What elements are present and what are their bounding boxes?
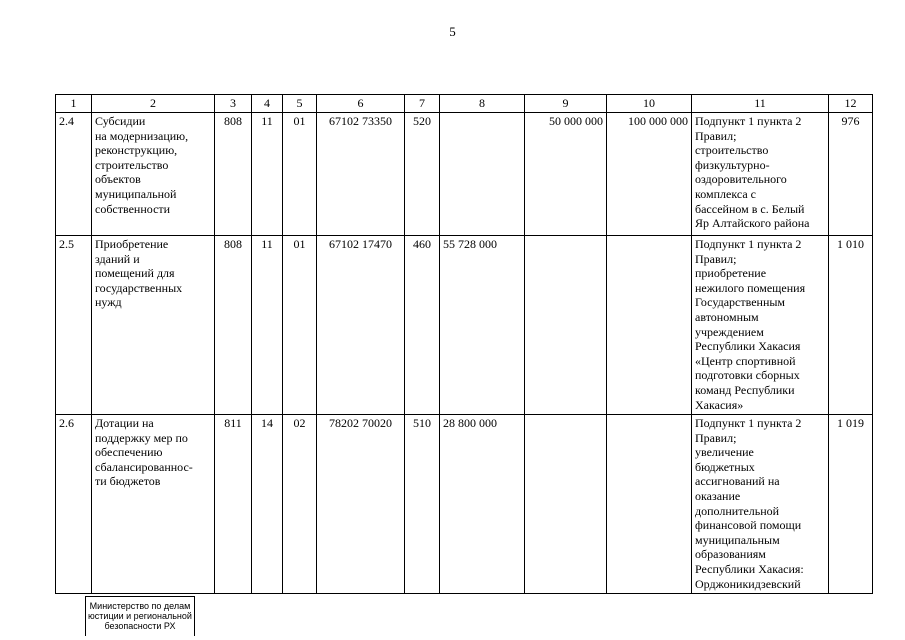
- stamp-line: Министерство по делам: [89, 601, 191, 611]
- amount-cell: [525, 415, 607, 594]
- header-cell-2: 2: [92, 95, 215, 113]
- amount-cell: 28 800 000: [440, 415, 525, 594]
- code-cell: 67102 17470: [317, 236, 405, 415]
- basis-cell: Подпункт 1 пункта 2 Правил; увеличение бюджетных ассигнований на оказание дополнительной финансовой помощи муниципальным образованиям Республики Хакасия: Орджоникидзевский: [692, 415, 829, 594]
- expense-name: Дотации на поддержку мер по обеспечению сбалансированнос- ти бюджетов: [92, 415, 215, 594]
- header-cell-3: 3: [215, 95, 252, 113]
- header-cell-11: 11: [692, 95, 829, 113]
- header-row: [56, 95, 873, 113]
- code-cell: 67102 73350: [317, 113, 405, 236]
- table-row: [56, 415, 873, 594]
- header-cell-4: 4: [252, 95, 283, 113]
- code-cell: 11: [252, 236, 283, 415]
- expense-name: Субсидии на модернизацию, реконструкцию, строительство объектов муниципальной собственности: [92, 113, 215, 236]
- code-cell: 11: [252, 113, 283, 236]
- header-cell-1: 1: [56, 95, 92, 113]
- header-cell-6: 6: [317, 95, 405, 113]
- code-cell: 808: [215, 236, 252, 415]
- total-cell: 1 019: [829, 415, 873, 594]
- header-cell-7: 7: [405, 95, 440, 113]
- budget-table: [55, 94, 873, 594]
- basis-cell: Подпункт 1 пункта 2 Правил; приобретение нежилого помещения Государственным автономным учреждением Республики Хакасия «Центр спортивной подготовки сборных команд Республики Хакасия»: [692, 236, 829, 415]
- amount-cell: 100 000 000: [607, 113, 692, 236]
- code-cell: 460: [405, 236, 440, 415]
- amount-cell: [607, 236, 692, 415]
- code-cell: 808: [215, 113, 252, 236]
- code-cell: 520: [405, 113, 440, 236]
- header-cell-8: 8: [440, 95, 525, 113]
- expense-name: Приобретение зданий и помещений для государственных нужд: [92, 236, 215, 415]
- code-cell: 02: [283, 415, 317, 594]
- stamp-line: безопасности РХ: [104, 621, 176, 631]
- page-number: 5: [449, 24, 456, 39]
- ministry-stamp: [85, 596, 195, 636]
- header-cell-9: 9: [525, 95, 607, 113]
- code-cell: 01: [283, 236, 317, 415]
- amount-cell: 55 728 000: [440, 236, 525, 415]
- code-cell: 811: [215, 415, 252, 594]
- row-number: 2.5: [56, 236, 92, 415]
- amount-cell: 50 000 000: [525, 113, 607, 236]
- stamp-line: юстиции и региональной: [88, 611, 192, 621]
- amount-cell: [525, 236, 607, 415]
- row-number: 2.6: [56, 415, 92, 594]
- header-cell-12: 12: [829, 95, 873, 113]
- row-number: 2.4: [56, 113, 92, 236]
- amount-cell: [607, 415, 692, 594]
- basis-cell: Подпункт 1 пункта 2 Правил; строительство физкультурно- оздоровительного комплекса с бассейном в с. Белый Яр Алтайского района: [692, 113, 829, 236]
- amount-cell: [440, 113, 525, 236]
- code-cell: 14: [252, 415, 283, 594]
- code-cell: 78202 70020: [317, 415, 405, 594]
- table-row: [56, 113, 873, 236]
- total-cell: 1 010: [829, 236, 873, 415]
- code-cell: 510: [405, 415, 440, 594]
- total-cell: 976: [829, 113, 873, 236]
- table-row: [56, 236, 873, 415]
- code-cell: 01: [283, 113, 317, 236]
- header-cell-5: 5: [283, 95, 317, 113]
- header-cell-10: 10: [607, 95, 692, 113]
